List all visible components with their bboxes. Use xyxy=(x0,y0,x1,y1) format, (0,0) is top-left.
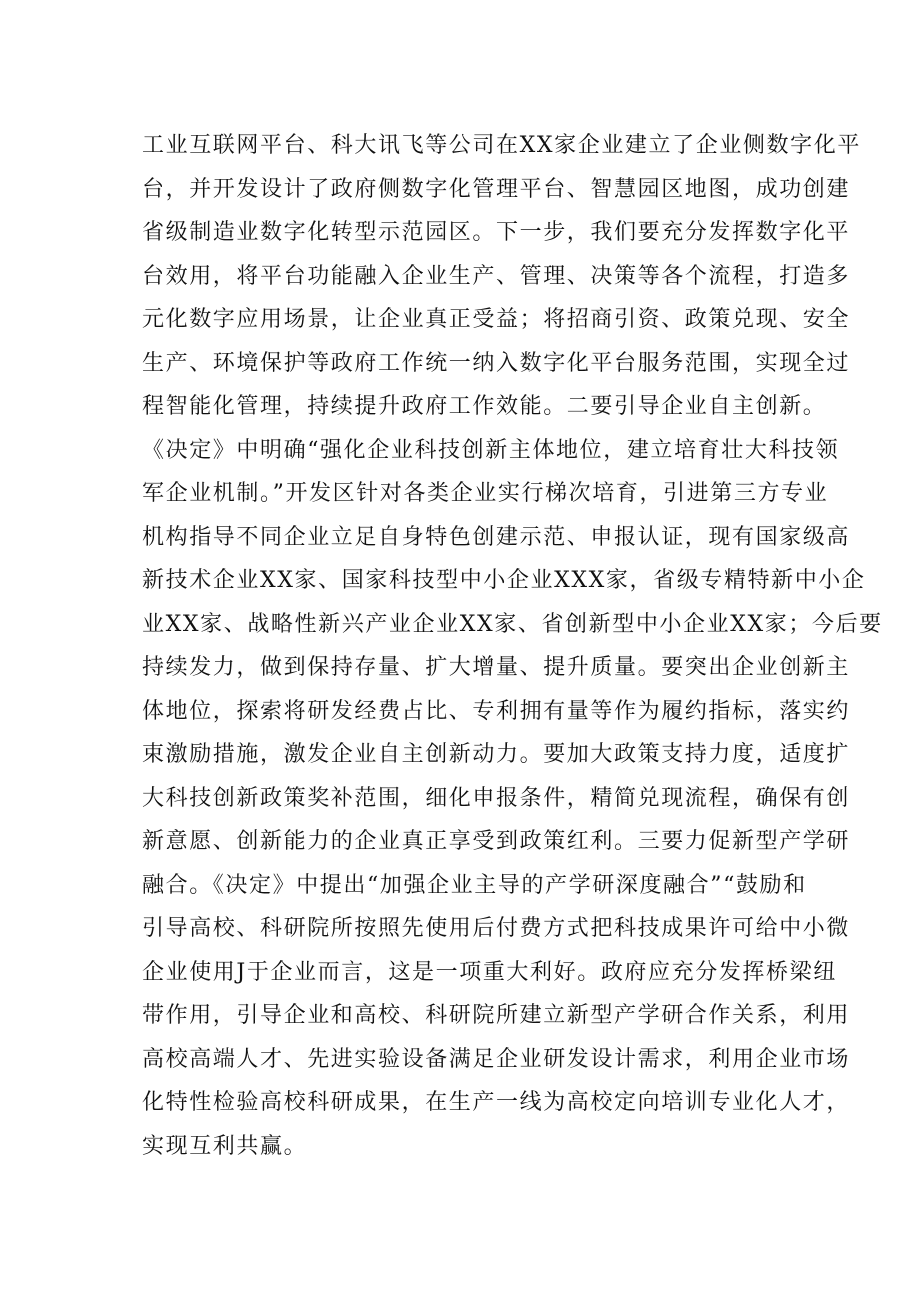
text-line: 大科技创新政策奖补范围，细化申报条件，精简兑现流程，确保有创 xyxy=(142,785,851,811)
text-line: 《决定》中明确“强化企业科技创新主体地位，建立培育壮大科技领 xyxy=(142,437,840,463)
text-line: 台效用，将平台功能融入企业生产、管理、决策等各个流程，打造多 xyxy=(142,263,851,289)
text-line: 台，并开发设计了政府侧数字化管理平台、智慧园区地图，成功创建 xyxy=(142,176,851,202)
text-line: 化特性检验高校科研成果，在生产一线为高校定向培训专业化人才， xyxy=(142,1090,851,1115)
text-line: 省级制造业数字化转型示范园区。下一步，我们要充分发挥数字化平 xyxy=(142,220,851,245)
text-line: 军企业机制。”开发区针对各类企业实行梯次培育，引进第三方专业 xyxy=(142,481,829,506)
text-line: 实现互利共赢。 xyxy=(142,1133,308,1159)
text-line: 融合。《决定》中提出“加强企业主导的产学研深度融合”“鼓励和 xyxy=(142,872,807,898)
text-line: 新意愿、创新能力的企业真正享受到政策红利。三要力促新型产学研 xyxy=(142,829,851,854)
text-line: 业XX家、战略性新兴产业企业XX家、省创新型中小企业XX家；今后要 xyxy=(142,611,883,637)
text-line: 生产、环境保护等政府工作统一纳入数字化平台服务范围，实现全过 xyxy=(142,350,851,376)
text-line: 带作用，引导企业和高校、科研院所建立新型产学研合作关系，利用 xyxy=(142,1003,851,1028)
text-line: 持续发力，做到保持存量、扩大增量、提升质量。要突出企业创新主 xyxy=(142,655,851,680)
text-line: 工业互联网平台、科大讯飞等公司在XX家企业建立了企业侧数字化平 xyxy=(142,133,861,158)
text-line: 企业使用J于企业而言，这是一项重大利好。政府应充分发挥桥梁纽 xyxy=(142,959,837,985)
text-line: 高校高端人才、先进实验设备满足企业研发设计需求，利用企业市场 xyxy=(142,1046,851,1072)
text-line: 新技术企业XX家、国家科技型中小企业XXX家，省级专精特新中小企 xyxy=(142,568,866,593)
text-line: 机构指导不同企业立足自身特色创建示范、申报认证，现有国家级高 xyxy=(142,524,851,550)
text-line: 束激励措施，激发企业自主创新动力。要加大政策支持力度，适度扩 xyxy=(142,742,851,767)
text-line: 元化数字应用场景，让企业真正受益；将招商引资、政策兑现、安全 xyxy=(142,307,851,332)
text-line: 程智能化管理，持续提升政府工作效能。二要引导企业自主创新。 xyxy=(142,394,827,419)
text-line: 引导高校、科研院所按照先使用后付费方式把科技成果许可给中小微 xyxy=(142,916,851,941)
body-paragraph xyxy=(142,124,883,1168)
text-line: 体地位，探索将研发经费占比、专利拥有量等作为履约指标，落实约 xyxy=(142,698,851,724)
